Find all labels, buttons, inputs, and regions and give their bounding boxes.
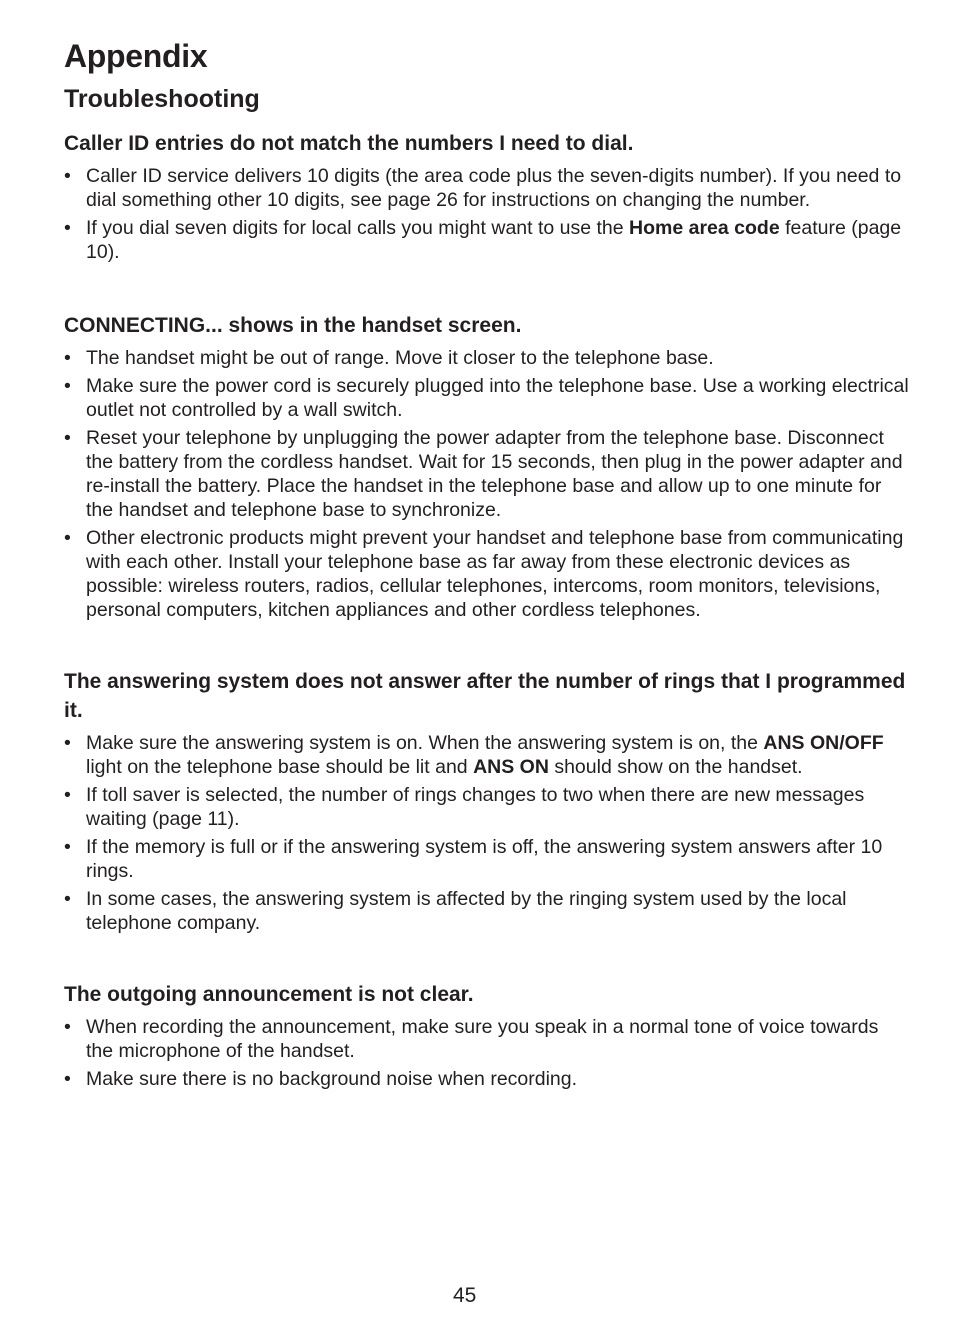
section-heading: Troubleshooting — [64, 85, 260, 113]
troubleshooting-item — [64, 667, 909, 939]
troubleshooting-item — [64, 311, 909, 626]
list-item: • If the memory is full or if the answering system is off, the answering system answers after 10 rings. — [64, 835, 909, 883]
list-item: • Reset your telephone by unplugging the power adapter from the telephone base. Disconnect the battery from the cordless handset. Wait for 15 seconds, then plug in the power adapter and re-install the battery. Place the handset in the telephone base and allow up to one minute for the handset and telephone base to synchronize. — [64, 426, 909, 522]
list-item: • Other electronic products might prevent your handset and telephone base from communicating with each other. Install your telephone base as far away from these electronic devices as possible: wireless routers, radios, cellular telephones, intercoms, room monitors, televisions, personal computers, kitchen appliances and other cordless telephones. — [64, 526, 909, 622]
troubleshooting-item — [64, 129, 909, 268]
list-item: • Caller ID service delivers 10 digits (the area code plus the seven-digits number). If you need to dial something other 10 digits, see page 26 for instructions on changing the number. — [64, 164, 909, 212]
bold-term: ANS ON/OFF — [763, 732, 884, 754]
item-title: CONNECTING... shows in the handset screen. — [64, 314, 522, 337]
item-title: The outgoing announcement is not clear. — [64, 983, 474, 1006]
list-item: • If toll saver is selected, the number of rings changes to two when there are new messages waiting (page 11). — [64, 783, 909, 831]
list-item: • The handset might be out of range. Move it closer to the telephone base. — [64, 346, 909, 370]
list-item: • Make sure there is no background noise when recording. — [64, 1067, 909, 1091]
bullet-list — [64, 346, 909, 622]
list-item: • If you dial seven digits for local calls you might want to use the Home area code feature (page 10). — [64, 216, 909, 264]
bullet-list — [64, 731, 909, 935]
list-item: • Make sure the power cord is securely plugged into the telephone base. Use a working electrical outlet not controlled by a wall switch. — [64, 374, 909, 422]
list-item: • Make sure the answering system is on. When the answering system is on, the ANS ON/OFF light on the telephone base should be lit and ANS ON should show on the handset. — [64, 731, 909, 779]
bold-term: ANS ON — [473, 756, 549, 778]
bullet-list — [64, 1015, 909, 1091]
list-item: • When recording the announcement, make sure you speak in a normal tone of voice towards the microphone of the handset. — [64, 1015, 909, 1063]
item-title: Caller ID entries do not match the numbers I need to dial. — [64, 132, 634, 155]
bullet-list — [64, 164, 909, 264]
bold-term: Home area code — [629, 217, 780, 239]
page-number: 45 — [453, 1284, 477, 1307]
list-item: • In some cases, the answering system is affected by the ringing system used by the local telephone company. — [64, 887, 909, 935]
troubleshooting-item — [64, 980, 909, 1095]
page-heading: Appendix — [64, 38, 208, 74]
item-title: The answering system does not answer after the number of rings that I programmed it. — [64, 670, 906, 722]
